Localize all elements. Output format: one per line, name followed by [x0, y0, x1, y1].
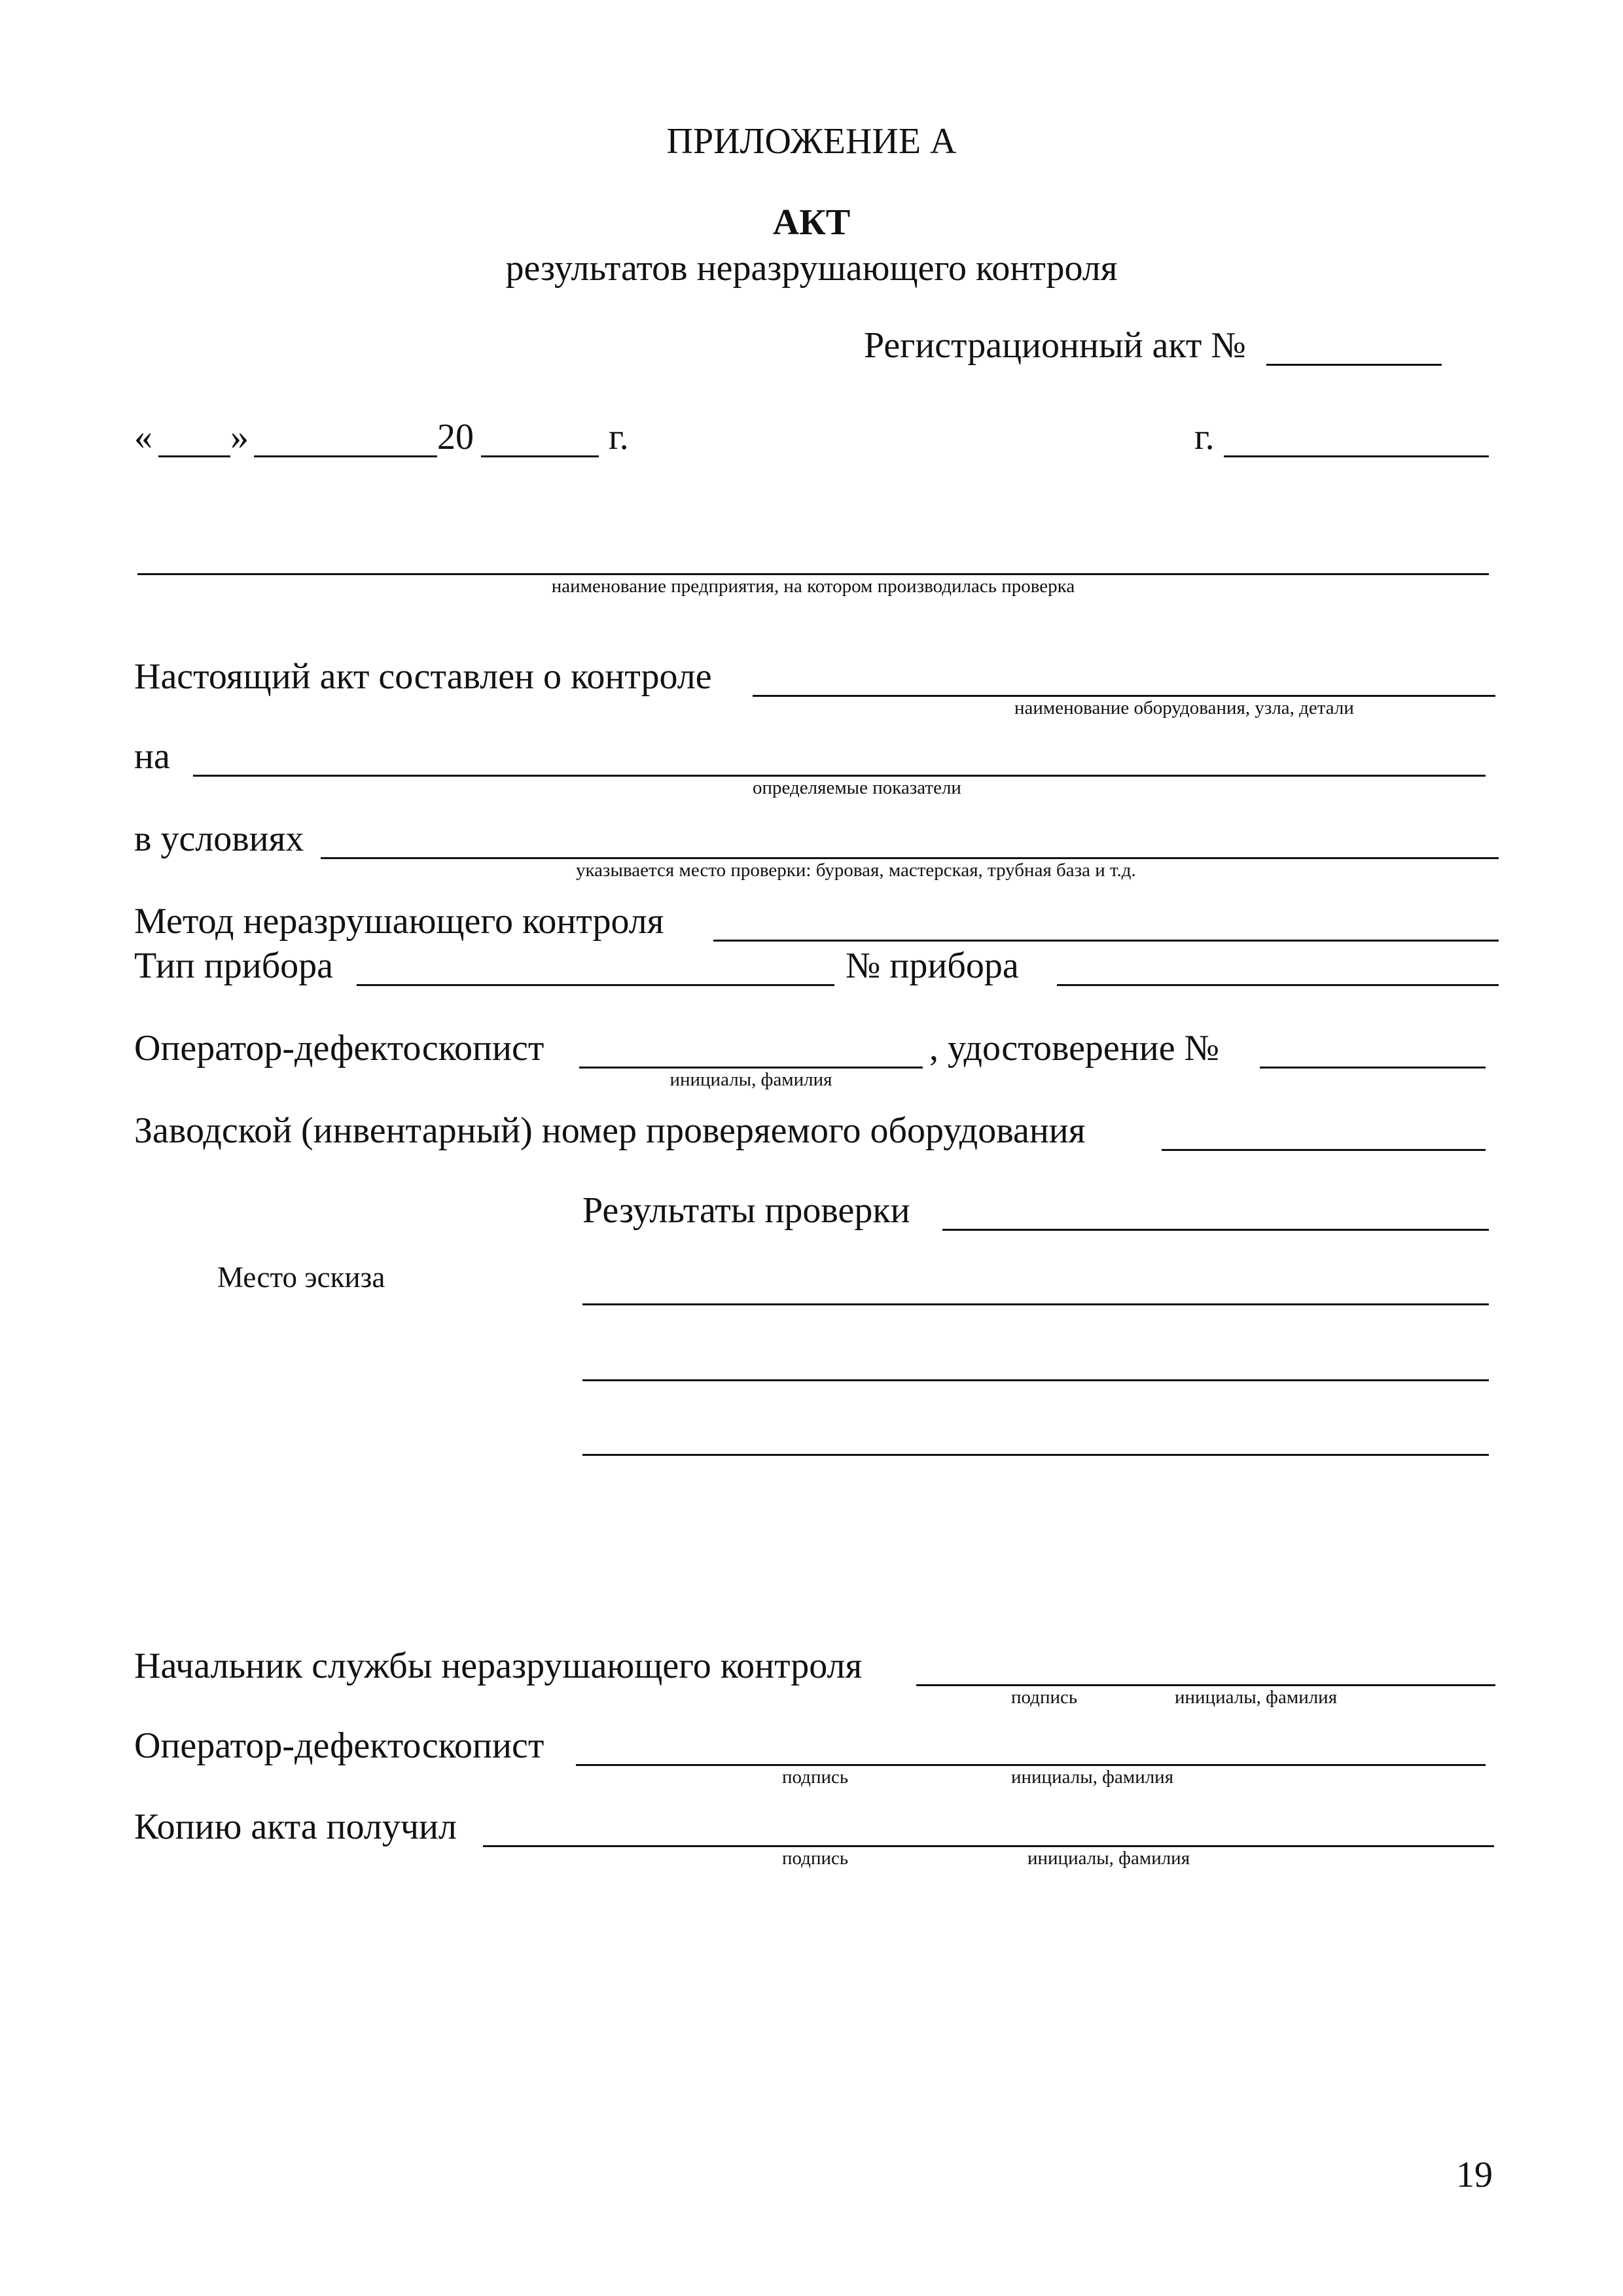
chief-signature-line[interactable] — [916, 1684, 1495, 1686]
copy-label: Копию акта получил — [134, 1807, 457, 1847]
device-number-label: № прибора — [846, 945, 1019, 986]
day-line[interactable] — [158, 455, 230, 457]
copy-sign-caption: подпись — [782, 1848, 849, 1869]
reg-act-label: Регистрационный акт № — [864, 325, 1246, 366]
date-quote-open: « — [134, 417, 152, 457]
device-number-line[interactable] — [1057, 984, 1499, 986]
copy-name-caption: инициалы, фамилия — [1027, 1848, 1190, 1869]
operator-line[interactable] — [579, 1067, 923, 1069]
chief-label: Начальник службы неразрушающего контроля — [134, 1646, 863, 1686]
device-type-label: Тип прибора — [134, 945, 334, 986]
city-line[interactable] — [1224, 455, 1489, 457]
on-caption: определяемые показатели — [753, 777, 961, 798]
serial-label: Заводской (инвентарный) номер проверяемого оборудования — [134, 1110, 1086, 1151]
chief-name-caption: инициалы, фамилия — [1175, 1687, 1338, 1708]
reg-act-number-line[interactable] — [1266, 364, 1442, 366]
certificate-label: , удостоверение № — [929, 1028, 1219, 1069]
results-line[interactable] — [942, 1229, 1489, 1231]
act-title: АКТ — [772, 202, 851, 243]
method-label: Метод неразрушающего контроля — [134, 901, 664, 942]
device-type-line[interactable] — [357, 984, 834, 986]
control-label: Настоящий акт составлен о контроле — [134, 656, 712, 697]
page-number: 19 — [1456, 2155, 1493, 2195]
on-label: на — [134, 736, 170, 777]
conditions-caption: указывается место проверки: буровая, мастерская, трубная база и т.д. — [576, 860, 1136, 881]
chief-sign-caption: подпись — [1011, 1687, 1078, 1708]
results-label: Результаты проверки — [582, 1190, 910, 1231]
copy-signature-line[interactable] — [483, 1845, 1494, 1847]
operator-name-caption: инициалы, фамилия — [1011, 1767, 1174, 1788]
operator-sign-caption: подпись — [782, 1767, 849, 1788]
appendix-title: ПРИЛОЖЕНИЕ А — [666, 121, 957, 162]
operator-signature-line[interactable] — [576, 1764, 1486, 1766]
year-line[interactable] — [481, 455, 599, 457]
conditions-line[interactable] — [321, 857, 1499, 859]
results-line-2[interactable] — [582, 1303, 1489, 1305]
operator-caption: инициалы, фамилия — [669, 1069, 832, 1090]
date-quote-close: » — [230, 417, 249, 457]
enterprise-caption: наименование предприятия, на котором производилась проверка — [551, 576, 1075, 597]
year-suffix: г. — [609, 417, 629, 457]
method-line[interactable] — [713, 940, 1499, 942]
control-line[interactable] — [753, 695, 1495, 697]
enterprise-line[interactable] — [137, 573, 1489, 575]
operator-label: Оператор-дефектоскопист — [134, 1028, 544, 1069]
year-prefix: 20 — [437, 417, 474, 457]
sketch-label: Место эскиза — [217, 1261, 385, 1294]
control-caption: наименование оборудования, узла, детали — [1014, 698, 1354, 718]
results-line-4[interactable] — [582, 1454, 1489, 1456]
act-subtitle: результатов неразрушающего контроля — [505, 248, 1118, 289]
conditions-label: в условиях — [134, 819, 304, 859]
city-prefix: г. — [1194, 417, 1215, 457]
certificate-line[interactable] — [1260, 1067, 1486, 1069]
month-line[interactable] — [254, 455, 437, 457]
on-line[interactable] — [193, 775, 1486, 777]
results-line-3[interactable] — [582, 1379, 1489, 1381]
serial-line[interactable] — [1162, 1149, 1486, 1151]
operator-sign-label: Оператор-дефектоскопист — [134, 1725, 544, 1766]
